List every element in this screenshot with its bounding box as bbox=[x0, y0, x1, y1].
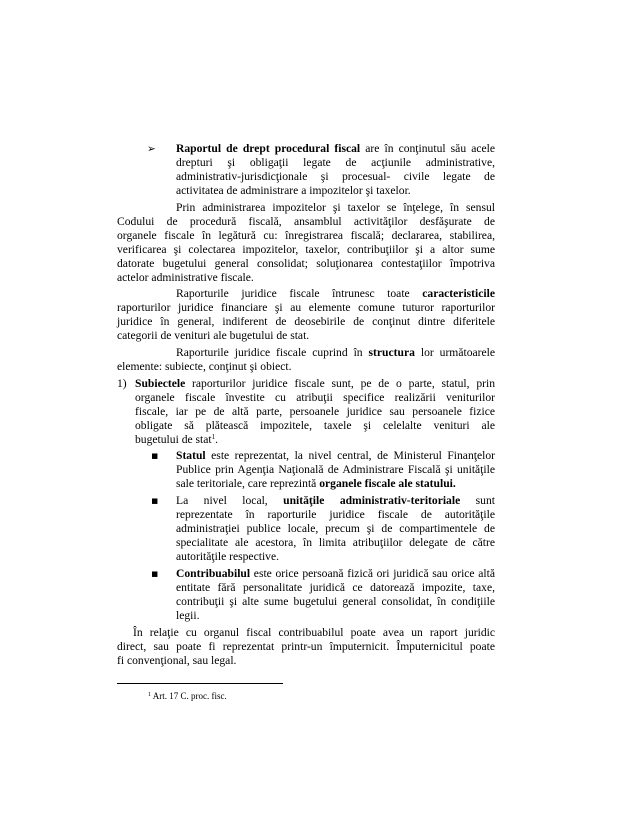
text-segment: Raporturile juridice fiscale întrunesc toate bbox=[176, 287, 410, 301]
numbered-list-item bbox=[117, 377, 495, 447]
text-line: În relaţie cu organul fiscal contribuabilul poate avea un raport juridic bbox=[133, 625, 495, 639]
text-line: entitate fără personalitate juridică ce datorează impozite, taxe, bbox=[176, 580, 495, 594]
square-bullet-icon: ▪ bbox=[151, 494, 159, 508]
text-segment: La nivel local, bbox=[176, 494, 268, 508]
bold-term: Subiectele bbox=[135, 376, 186, 390]
text-line: datorate bugetului general consolidat; soluţionarea contestaţiilor împotriva bbox=[117, 256, 495, 270]
text-line bbox=[176, 449, 495, 463]
text-line bbox=[117, 287, 495, 301]
bold-term: structura bbox=[368, 346, 415, 360]
text-line: raporturilor juridice financiare şi au elemente comune tuturor raporturilor bbox=[117, 301, 495, 315]
text-line: actelor administrative fiscale. bbox=[117, 270, 254, 284]
bold-term: caracteristicile bbox=[422, 287, 495, 301]
text-line: administrativ-jurisdicţionale şi procesual- civile legate de bbox=[176, 170, 495, 183]
text-segment: este reprezentat, la nivel central, de Ministerul Finanţelor bbox=[211, 449, 495, 463]
paragraph-caracteristici bbox=[117, 287, 495, 343]
square-list-item bbox=[117, 449, 495, 491]
text-line bbox=[176, 142, 495, 156]
text-line: specialitate ale acestora, în limita atribuţiilor delegate de către bbox=[176, 536, 495, 550]
text-line: legii. bbox=[176, 608, 200, 622]
footnote-reference: 1 bbox=[211, 432, 216, 441]
bold-term: Contribuabilul bbox=[176, 566, 251, 580]
text-line bbox=[176, 567, 495, 581]
square-bullet-icon: ▪ bbox=[151, 449, 159, 463]
text-line: organele fiscale învestite cu atribuţii specifice realizării veniturilor bbox=[135, 390, 495, 404]
text-line: elemente: subiecte, conţinut şi obiect. bbox=[117, 360, 292, 374]
text-segment: lor următoarele bbox=[420, 346, 496, 360]
footnote bbox=[148, 690, 227, 702]
bold-term: unităţile administrativ-teritoriale bbox=[283, 494, 461, 508]
text-line bbox=[117, 346, 495, 360]
text-line: administraţiei publice locale, precum şi de compartimentele de bbox=[176, 522, 495, 536]
text-segment: sunt bbox=[475, 494, 495, 508]
arrow-bullet-icon: ➢ bbox=[147, 143, 156, 155]
text-line: activitatea de administrare a impozitelor şi taxelor. bbox=[176, 184, 411, 197]
text-segment: . bbox=[215, 432, 219, 446]
square-list-item bbox=[117, 494, 495, 564]
text-segment: sale teritoriale, care reprezintă bbox=[176, 477, 317, 491]
square-list-item bbox=[117, 567, 495, 623]
text-line: direct, sau poate fi reprezentat printr-un împuternicit. Împuternicitul poate bbox=[117, 639, 495, 653]
text-line: contribuţii şi alte sume bugetului general consolidat, în condiţiile bbox=[176, 594, 495, 608]
arrow-list-item bbox=[117, 142, 495, 198]
text-line bbox=[176, 494, 495, 508]
text-line: reprezentate în raporturile juridice fiscale de autorităţile bbox=[176, 508, 495, 522]
text-segment: Raporturile juridice fiscale cuprind în bbox=[176, 346, 363, 360]
text-line: drepturi şi obligaţii legate de acţiunile administrative, bbox=[176, 156, 495, 169]
text-segment: bugetului de stat bbox=[135, 432, 212, 446]
footnote-number: 1 bbox=[148, 692, 151, 698]
text-segment: raporturilor juridice fiscale sunt, pe de o parte, statul, prin bbox=[192, 376, 496, 390]
text-line: obligate să plătească impozitele, taxele şi celelalte venituri ale bbox=[135, 418, 495, 432]
text-line bbox=[135, 433, 495, 447]
text-line: organele fiscale în legătură cu: înregistrarea fiscală; declararea, stabilirea, bbox=[117, 228, 495, 242]
text-line: fi convenţional, sau legal. bbox=[117, 653, 237, 667]
text-line: Codului de procedură fiscală, ansamblul activităţilor desfăşurate de bbox=[117, 214, 495, 228]
text-line: autorităţile respective. bbox=[176, 550, 280, 564]
list-number: 1) bbox=[117, 376, 127, 390]
text-segment: are în conţinutul său acele bbox=[365, 142, 496, 155]
bold-term: Statul bbox=[176, 449, 206, 463]
text-line: Prin administrarea impozitelor şi taxelor se înţelege, în sensul bbox=[176, 200, 495, 214]
text-line bbox=[135, 377, 495, 391]
bold-term: organele fiscale ale statului. bbox=[319, 477, 456, 491]
paragraph-administrare bbox=[117, 201, 495, 285]
paragraph-imputernicit bbox=[117, 626, 495, 668]
footnote-separator bbox=[117, 683, 283, 684]
text-line: fiscale, iar pe de altă parte, persoanele juridice sau persoanele fizice bbox=[135, 404, 495, 418]
footnote-text: Art. 17 C. proc. fisc. bbox=[152, 691, 227, 701]
text-segment: este orice persoană fizică ori juridică sau orice altă bbox=[253, 566, 495, 580]
text-line bbox=[176, 477, 495, 491]
paragraph-structura bbox=[117, 346, 495, 374]
text-line: juridice în general, indiferent de deosebirile de conţinut dintre diferitele bbox=[117, 315, 495, 329]
text-line: verificarea şi colectarea impozitelor, taxelor, contribuţiilor şi a altor sume bbox=[117, 242, 495, 256]
body-text bbox=[117, 142, 495, 668]
text-line: Publice prin Agenţia Naţională de Administrare Fiscală şi unităţile bbox=[176, 463, 495, 477]
square-bullet-icon: ▪ bbox=[151, 566, 159, 580]
bold-term: Raportul de drept procedural fiscal bbox=[176, 142, 361, 155]
text-line: categorii de venituri ale bugetului de stat. bbox=[117, 329, 310, 343]
